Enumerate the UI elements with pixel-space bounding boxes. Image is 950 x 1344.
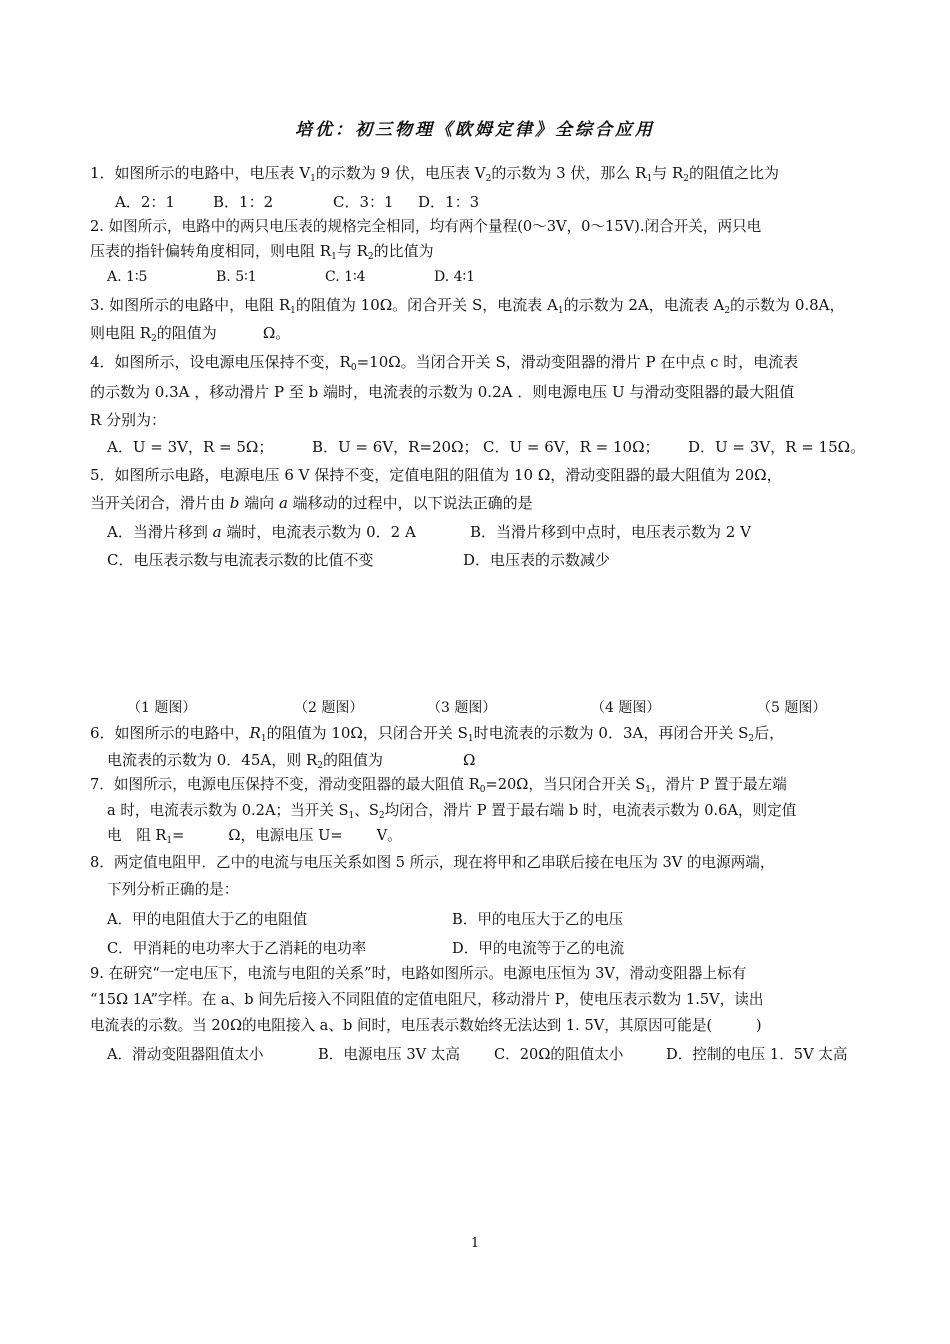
question-7-line-3: 电 阻 $R_1= \Omega$，电源电压 U= V。 — [107, 827, 402, 846]
question-7-line-1: 7．如图所示，电源电压保持不变，滑动变阻器的最大阻值 $R_0=20\Omega$，当只闭合开关 $S_1$，滑片 P 置于最左端 — [90, 776, 787, 795]
figure-caption-4: （4 题图） — [591, 700, 661, 716]
question-5-line-2: 当开关闭合，滑片由 b 端向 a 端移动的过程中，以下说法正确的是 — [90, 494, 533, 512]
question-1-option-b: B．1：2 — [213, 193, 274, 211]
question-9-line-1: 9. 在研究“一定电压下，电流与电阻的关系”时，电路如图所示。电源电压恒为 3V，滑动变阻器上标有 — [90, 965, 747, 982]
question-1-option-c: C．3：1 — [333, 193, 394, 211]
question-4-option-a: A．U = 3V，R = 5Ω； — [107, 438, 274, 456]
question-4-option-d: D．U = 3V，R = 15Ω。 — [688, 438, 866, 456]
question-3-line-2: 则电阻 $R_2$的阻值为 Ω。 — [90, 324, 291, 344]
question-5-option-d: D．电压表的示数减少 — [463, 551, 611, 569]
question-2-line-1: 2. 如图所示，电路中的两只电压表的规格完全相同，均有两个量程(0～3V，0～15V).闭合开关，两只电 — [90, 218, 762, 235]
figure-caption-3: （3 题图） — [427, 700, 497, 716]
question-4-line-3: R 分别为： — [90, 411, 167, 429]
question-9-option-b: B．电源电压 3V 太高 — [318, 1046, 460, 1063]
question-6-line-1: 6．如图所示的电路中，$R_1$的阻值为 10Ω，只闭合开关 $S_1$时电流表的示数为 0．3A，再闭合开关 $S_2$后， — [90, 724, 785, 744]
question-4-option-c: C．U = 6V，R = 10Ω； — [483, 438, 660, 456]
question-9-line-3: 电流表的示数。当 20Ω的电阻接入 a、b 间时，电压表示数始终无法达到 1. 5V，其原因可能是( ) — [90, 1017, 762, 1034]
question-1: 1．如图所示的电路中，电压表 $V_1$的示数为 9 伏，电压表 $V_2$的示数为 3 伏，那么 $R_1$与 $R_2$的阻值之比为 — [90, 164, 780, 184]
question-8-line-2: 下列分析正确的是： — [107, 881, 239, 898]
figure-caption-5: （5 题图） — [757, 700, 827, 716]
question-5-line-1: 5．如图所示电路，电源电压 6 V 保持不变，定值电阻的阻值为 10 Ω，滑动变阻器的最大阻值为 20Ω， — [90, 466, 782, 484]
question-2-option-b: B. 5∶1 — [216, 269, 257, 285]
question-9-option-c: C．20Ω的阻值太小 — [494, 1046, 624, 1063]
figure-caption-1: （1 题图） — [127, 700, 197, 716]
page-number: 1 — [470, 1236, 480, 1251]
question-7-line-2: a 时，电流表示数为 0.2A；当开关 $S_1$、$S_2$均闭合，滑片 P 置于最右端 b 时，电流表示数为 0.6A，则定值 — [107, 802, 797, 821]
question-1-option-d: D．1：3 — [418, 193, 480, 211]
question-1-option-a: A．2：1 — [115, 193, 175, 211]
question-4-line-1: 4．如图所示，设电源电压保持不变，$R_0=10\Omega$。当闭合开关 S，滑动变阻器的滑片 P 在中点 c 时，电流表 — [90, 353, 799, 373]
question-9-line-2: “15Ω 1A”字样。在 a、b 间先后接入不同阻值的定值电阻尺，移动滑片 P，使电压表示数为 1.5V，读出 — [90, 991, 764, 1008]
question-9-option-a: A．滑动变阻器阻值太小 — [107, 1046, 264, 1063]
question-2-line-2: 压表的指针偏转角度相同，则电阻 $R_1$与 $R_2$的比值为 — [90, 242, 434, 262]
question-2-option-c: C. 1∶4 — [325, 269, 366, 285]
question-8-option-b: B．甲的电压大于乙的电压 — [452, 911, 624, 928]
question-2-option-a: A. 1∶5 — [107, 269, 148, 285]
page-title: 培优：初三物理《欧姆定律》全综合应用 — [295, 120, 655, 140]
question-9-option-d: D．控制的电压 1．5V 太高 — [666, 1046, 848, 1063]
question-5-option-b: B．当滑片移到中点时，电压表示数为 2 V — [470, 523, 751, 541]
question-8-option-c: C．甲消耗的电功率大于乙消耗的电功率 — [107, 940, 367, 957]
question-3-line-1: 3. 如图所示的电路中，电阻 $R_1$的阻值为 10Ω。闭合开关 S，电流表 $A_1$的示数为 2A，电流表 $A_2$的示数为 0.8A， — [90, 296, 845, 316]
figure-caption-2: （2 题图） — [294, 700, 364, 716]
question-4-line-2: 的示数为 0.3A ，移动滑片 P 至 b 端时，电流表的示数为 0.2A ．则电源电压 U 与滑动变阻器的最大阻值 — [90, 383, 795, 401]
question-8-option-a: A．甲的电阻值大于乙的电阻值 — [107, 911, 308, 928]
question-8-option-d: D．甲的电流等于乙的电流 — [452, 940, 625, 957]
question-5-option-c: C．电压表示数与电流表示数的比值不变 — [107, 551, 374, 569]
question-5-option-a: A．当滑片移到 a 端时，电流表示数为 0．2 A — [107, 523, 416, 541]
question-8-line-1: 8．两定值电阻甲．乙中的电流与电压关系如图 5 所示，现在将甲和乙串联后接在电压为 3V 的电源两端， — [90, 854, 775, 871]
question-4-option-b: B．U = 6V，R=20Ω； — [312, 438, 479, 456]
question-6-line-2: 电流表的示数为 0．45A，则 $R_2$的阻值为 Ω — [107, 751, 476, 771]
question-2-option-d: D. 4∶1 — [434, 269, 476, 285]
